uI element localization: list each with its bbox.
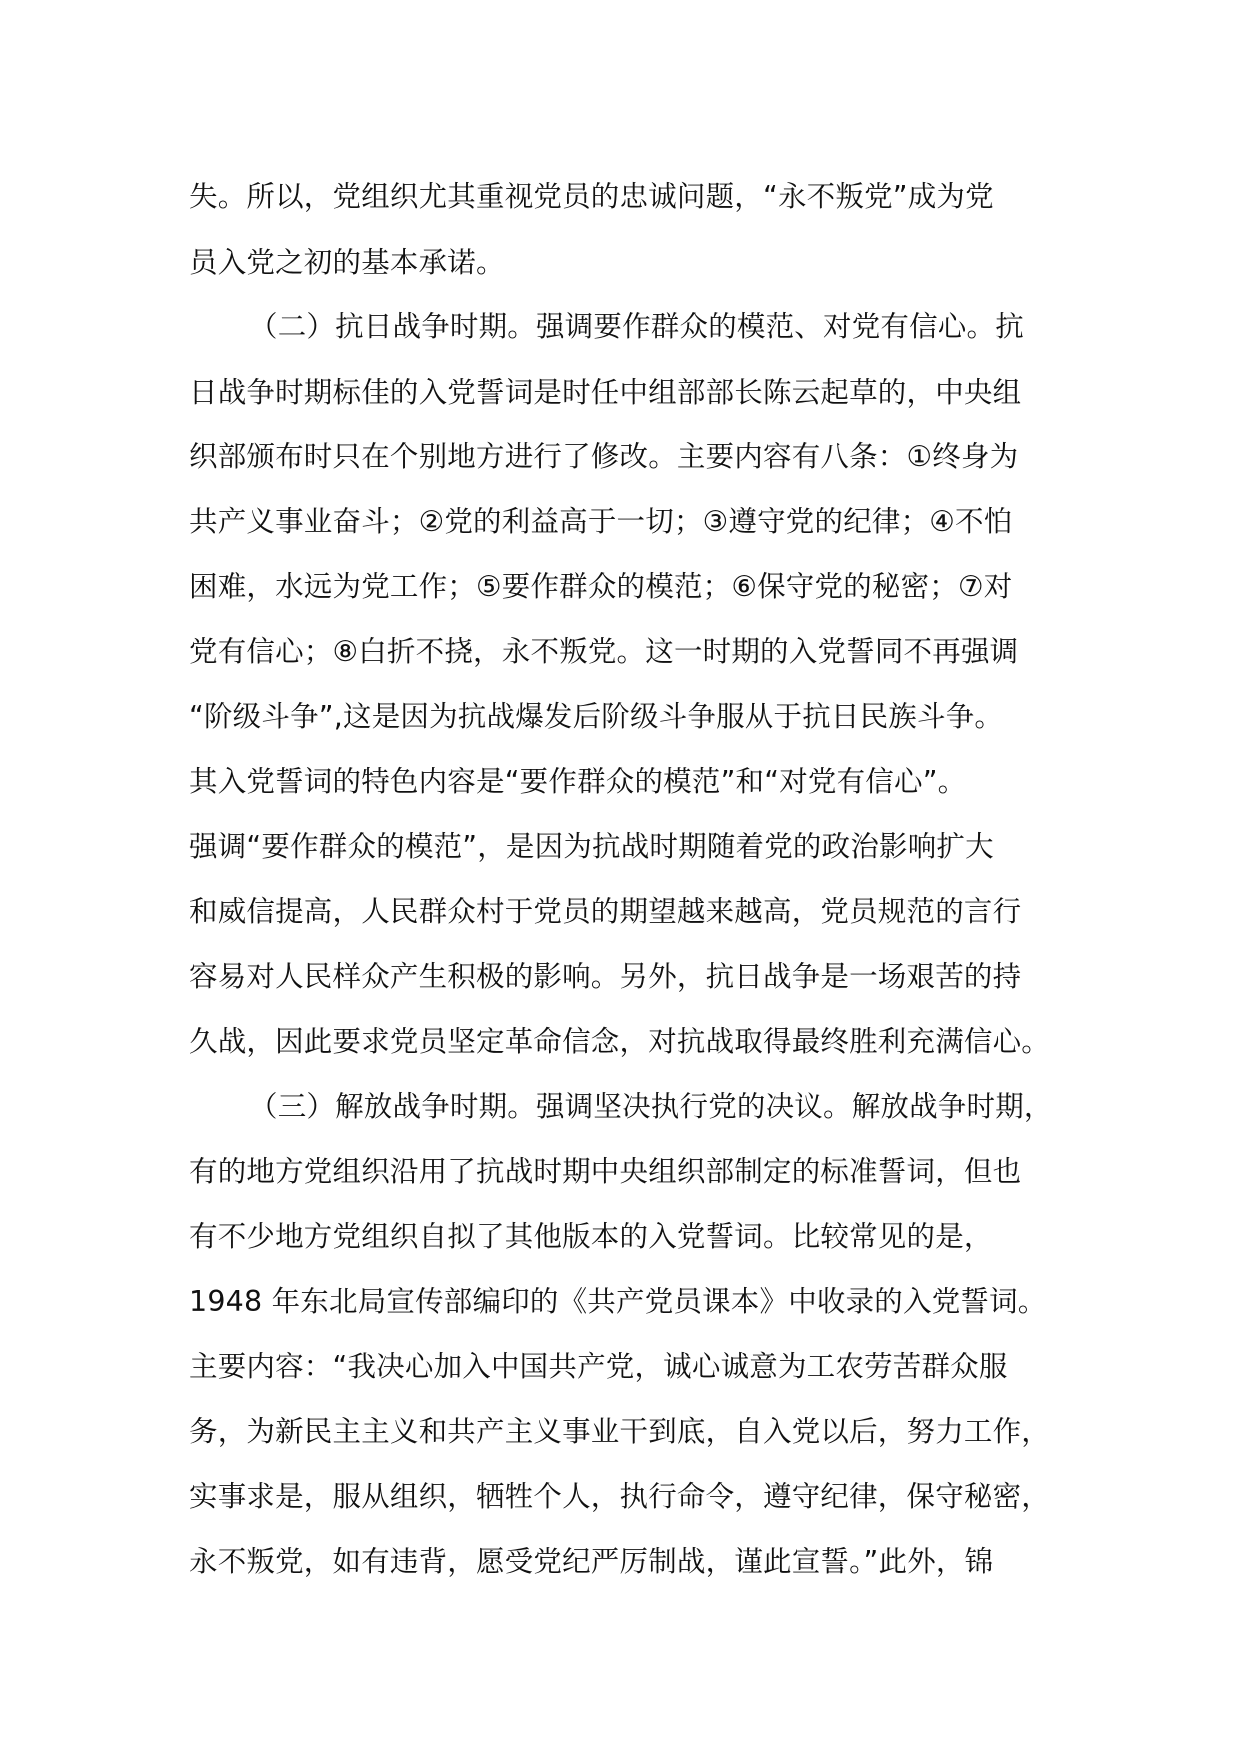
text-line: 其入党誓词的特色内容是“要作群众的模范”和“对党有信心”。 (189, 765, 967, 798)
text-line: 务，为新民主主义和共产主义事业干到底，自入党以后，努力工作， (189, 1415, 1051, 1448)
text-line: 1948 年东北局宣传部编印的《共产党员课本》中收录的入党誓词。 (189, 1285, 1047, 1318)
section-heading-line: （三）解放战争时期。强调坚决执行党的决议。解放战争时期， (249, 1090, 1053, 1123)
text-line: 强调“要作群众的模范”，是因为抗战时期随着党的政治影响扩大 (189, 830, 994, 863)
text-line: 和威信提高，人民群众村于党员的期望越来越高，党员规范的言行 (189, 895, 1022, 928)
text-line: 久战，因此要求党员坚定革命信念，对抗战取得最终胜利充满信心。 (189, 1025, 1051, 1058)
text-line: 共产义事业奋斗；②党的利益高于一切；③遵守党的纪律；④不怕 (189, 505, 1013, 538)
text-line: 实事求是，服从组织，牺牲个人，执行命令，遵守纪律，保守秘密， (189, 1480, 1051, 1513)
text-line: 失。所以，党组织尤其重视党员的忠诚问题，“永不叛党”成为党 (189, 180, 994, 213)
text-line: 困难，水远为党工作；⑤要作群众的模范；⑥保守党的秘密；⑦对 (189, 570, 1013, 603)
text-line: 织部颁布时只在个别地方进行了修改。主要内容有八条：①终身为 (189, 440, 1019, 473)
text-line: 有的地方党组织沿用了抗战时期中央组织部制定的标准誓词，但也 (189, 1155, 1022, 1188)
text-line: 有不少地方党组织自拟了其他版本的入党誓词。比较常见的是， (189, 1220, 993, 1253)
text-line: 永不叛党，如有违背，愿受党纪严厉制战，谨此宣誓。”此外，锦 (189, 1545, 994, 1578)
section-heading-line: （二）抗日战争时期。强调要作群众的模范、对党有信心。抗 (249, 310, 1024, 343)
text-line: 员入党之初的基本承诺。 (189, 246, 505, 279)
text-line: 日战争时期标佳的入党誓词是时任中组部部长陈云起草的，中央组 (189, 376, 1022, 409)
text-line: 党有信心；⑧白折不挠，永不叛党。这一时期的入党誓同不再强调 (189, 635, 1019, 668)
text-line: 主要内容：“我决心加入中国共产党，诚心诚意为工农劳苦群众服 (189, 1350, 1008, 1383)
text-line: 容易对人民样众产生积极的影响。另外，抗日战争是一场艰苦的持 (189, 960, 1022, 993)
text-line: “阶级斗争”,这是因为抗战爆发后阶级斗争服从于抗日民族斗争。 (189, 700, 1004, 733)
